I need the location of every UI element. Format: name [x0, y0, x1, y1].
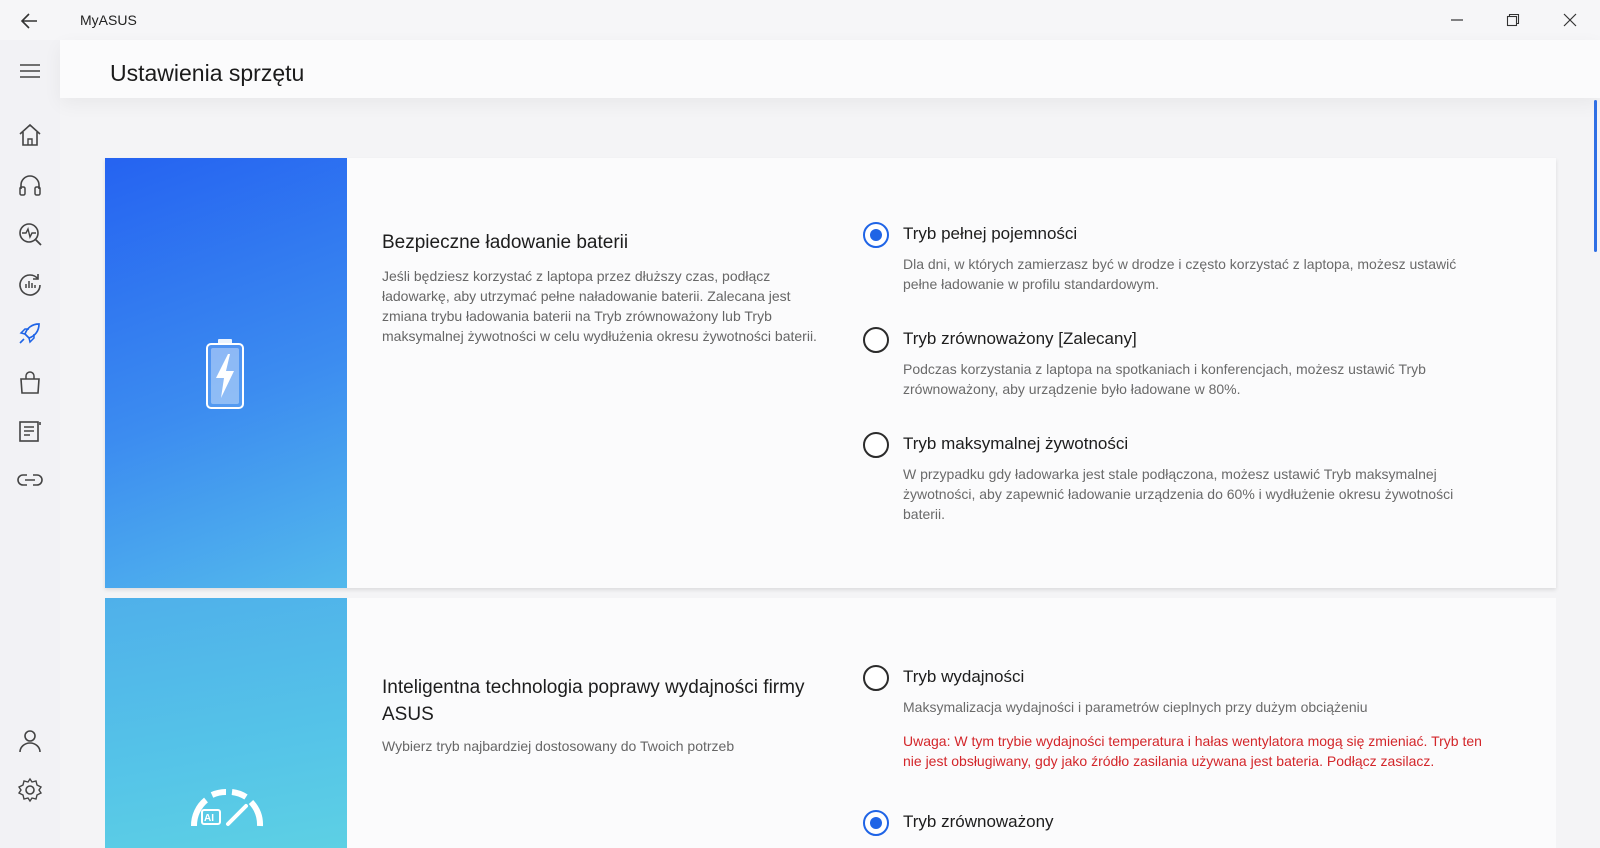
battery-card-description: Jeśli będziesz korzystać z laptopa przez dłuższy czas, podłącz ładowarkę, aby utrzymać pełne naładowanie baterii. Zalecana jest zmiana trybu ładowania baterii na Tryb zrównoważony lub Tryb maksymalnej żywotności w celu wydłużenia okresu żywotności baterii.: [382, 268, 817, 344]
page-title: Ustawienia sprzętu: [110, 60, 305, 86]
performance-card-description: Wybierz tryb najbardziej dostosowany do Twoich potrzeb: [382, 738, 735, 754]
radio-balanced[interactable]: [863, 327, 889, 353]
minimize-icon: [1450, 13, 1464, 27]
news-icon: [17, 418, 43, 444]
sidebar-item-account[interactable]: [10, 721, 50, 761]
settings-gear-icon: [17, 777, 43, 803]
sidebar-item-settings[interactable]: [10, 770, 50, 810]
link-icon: [16, 467, 44, 493]
battery-banner: [105, 158, 347, 588]
option-label[interactable]: Tryb zrównoważony: [903, 812, 1054, 831]
back-button[interactable]: [14, 7, 46, 35]
battery-charging-card: [105, 158, 1556, 588]
rocket-icon: [17, 320, 43, 346]
minimize-button[interactable]: [1429, 0, 1485, 40]
menu-icon: [19, 62, 41, 80]
headset-icon: [17, 172, 43, 198]
sidebar: [0, 40, 60, 848]
restore-button[interactable]: [1485, 0, 1541, 40]
ai-speedometer-icon: [190, 786, 264, 830]
radio-full-capacity[interactable]: [863, 222, 889, 248]
restore-icon: [1506, 13, 1520, 27]
option-description: Dla dni, w których zamierzasz być w drodze i często korzystać z laptopa, możesz ustawić pełne ładowanie w profilu standardowym.: [903, 256, 1457, 292]
svg-text:AI: AI: [204, 813, 214, 824]
radio-balanced-mode[interactable]: [863, 810, 889, 836]
sidebar-item-link[interactable]: [10, 460, 50, 500]
close-icon: [1563, 13, 1577, 27]
sidebar-item-diagnostics[interactable]: [10, 214, 50, 254]
battery-card-title: Bezpieczne ładowanie baterii: [382, 232, 629, 253]
page-header: [60, 40, 1600, 98]
option-label[interactable]: Tryb zrównoważony [Zalecany]: [903, 329, 1137, 348]
battery-charging-icon: [205, 338, 245, 410]
sidebar-item-news[interactable]: [10, 411, 50, 451]
back-arrow-icon: [20, 11, 40, 31]
sidebar-item-system-monitor[interactable]: [10, 264, 50, 304]
user-icon: [17, 728, 43, 754]
sidebar-item-hardware-settings[interactable]: [10, 313, 50, 353]
menu-button[interactable]: [10, 51, 50, 91]
performance-banner: [105, 598, 347, 848]
sidebar-item-support[interactable]: [10, 165, 50, 205]
store-bag-icon: [17, 369, 43, 395]
performance-card: [105, 598, 1556, 848]
diagnostics-icon: [17, 221, 43, 247]
sidebar-item-store[interactable]: [10, 362, 50, 402]
radio-max-lifespan[interactable]: [863, 432, 889, 458]
scrollbar-thumb[interactable]: [1594, 100, 1597, 252]
option-warning: Uwaga: W tym trybie wydajności temperatura i hałas wentylatora mogą się zmieniać. Tryb ten nie jest obsługiwany, gdy jako źródło zasilania używana jest bateria. Podłącz zasilacz.: [903, 733, 1482, 769]
home-icon: [17, 122, 43, 148]
app-title: MyASUS: [80, 12, 137, 28]
option-label[interactable]: Tryb maksymalnej żywotności: [903, 434, 1129, 453]
radio-performance-mode[interactable]: [863, 665, 889, 691]
option-description: Maksymalizacja wydajności i parametrów cieplnych przy dużym obciążeniu: [903, 699, 1368, 715]
option-description: W przypadku gdy ładowarka jest stale podłączona, możesz ustawić Tryb maksymalnej żywotności, aby zapewnić ładowanie urządzenia do 60% i wydłużenie okresu żywotności baterii.: [903, 466, 1454, 522]
close-button[interactable]: [1542, 0, 1598, 40]
option-description: Podczas korzystania z laptopa na spotkaniach i konferencjach, możesz ustawić Tryb zrównoważony, aby urządzenie było ładowane w 80%.: [903, 361, 1426, 397]
option-label[interactable]: Tryb wydajności: [903, 667, 1025, 686]
performance-card-title: Inteligentna technologia poprawy wydajności firmy ASUS: [382, 677, 805, 725]
title-bar: [0, 0, 1600, 40]
sidebar-item-home[interactable]: [10, 115, 50, 155]
option-label[interactable]: Tryb pełnej pojemności: [903, 224, 1078, 243]
system-monitor-icon: [17, 271, 43, 297]
